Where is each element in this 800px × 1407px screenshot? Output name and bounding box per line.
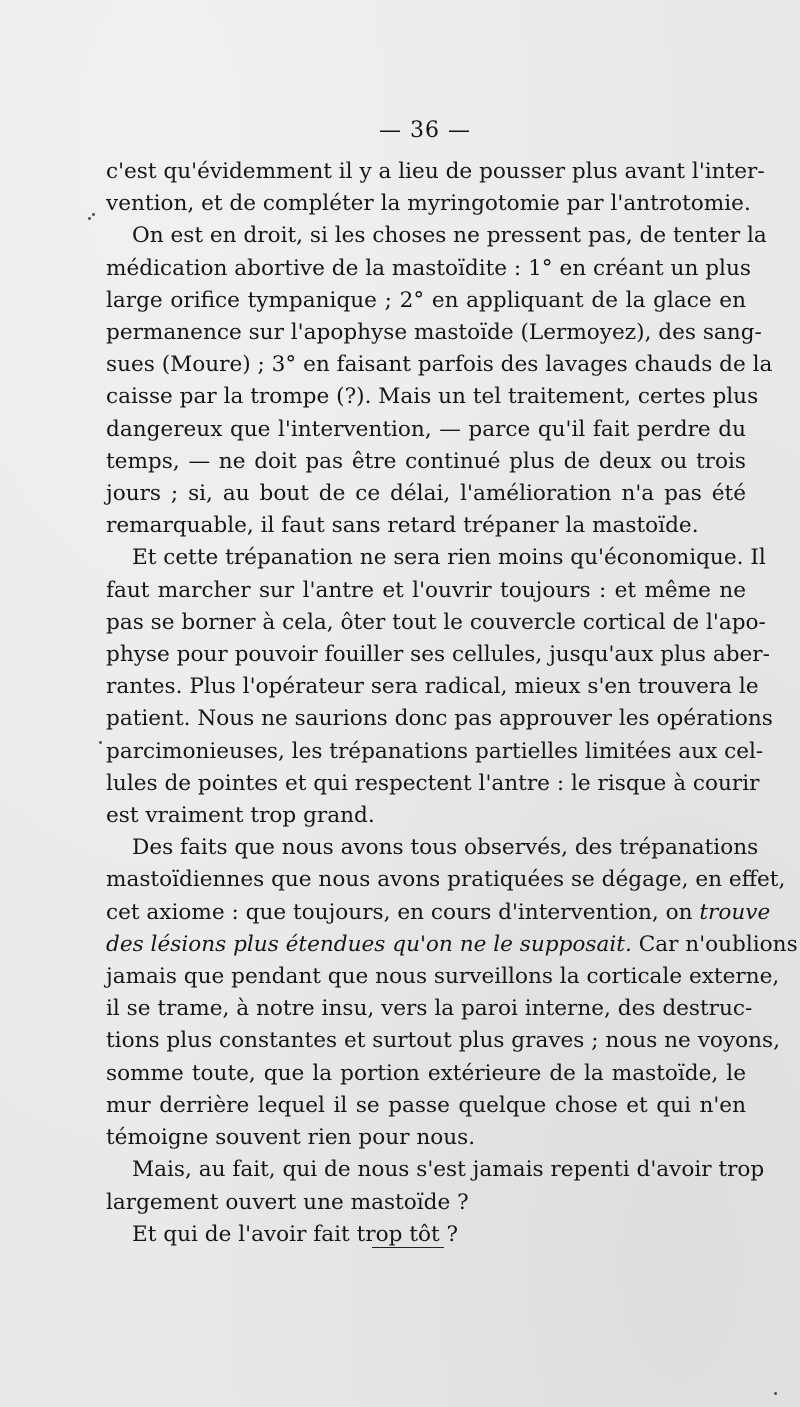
- text-line: tions plus constantes et surtout plus graves ; nous ne voyons,: [106, 1028, 780, 1054]
- text-line: parcimonieuses, les trépanations partielles limitées aux cel-: [106, 738, 764, 764]
- text-line: patient. Nous ne saurions donc pas approuver les opérations: [106, 706, 773, 732]
- text-line: jours ; si, au bout de ce délai, l'amélioration n'a pas été: [106, 481, 746, 507]
- text-line: Et qui de l'avoir fait trop tôt ?: [132, 1221, 459, 1247]
- paragraph-5: [106, 1154, 765, 1218]
- text-line: rantes. Plus l'opérateur sera radical, mieux s'en trouvera le: [106, 674, 759, 700]
- text-line: est vraiment trop grand.: [106, 803, 375, 829]
- text-line: témoigne souvent rien pour nous.: [106, 1125, 476, 1151]
- text-line-mixed: [106, 897, 771, 929]
- text-line: temps, — ne doit pas être continué plus de deux ou trois: [106, 448, 746, 474]
- text-line: Des faits que nous avons tous observés, des trépanations: [132, 835, 759, 861]
- text-line: médication abortive de la mastoïdite : 1° en créant un plus: [106, 255, 751, 281]
- body-text: [106, 156, 798, 1251]
- text-line: large orifice tympanique ; 2° en appliquant de la glace en: [106, 287, 746, 313]
- text-line: faut marcher sur l'antre et l'ouvrir toujours : et même ne: [106, 577, 746, 603]
- text-line: caisse par la trompe (?). Mais un tel traitement, certes plus: [106, 384, 759, 410]
- text-line: pas se borner à cela, ôter tout le couvercle cortical de l'apo-: [106, 609, 766, 635]
- text-line: lules de pointes et qui respectent l'antre : le risque à courir: [106, 770, 760, 796]
- text-line: somme toute, que la portion extérieure de la mastoïde, le: [106, 1060, 746, 1086]
- page-number: — 36 —: [379, 118, 471, 143]
- text-line: dangereux que l'intervention, — parce qu'il fait perdre du: [106, 416, 746, 442]
- italic-segment: trouve: [699, 899, 771, 925]
- print-speck: [99, 741, 102, 744]
- text-line: sues (Moure) ; 3° en faisant parfois des lavages chauds de la: [106, 352, 773, 378]
- text-line: c'est qu'évidemment il y a lieu de pousser plus avant l'inter-: [106, 159, 765, 184]
- print-speck: [774, 1392, 777, 1395]
- text-segment: cet axiome : que toujours, en cours d'intervention, on: [106, 899, 700, 925]
- text-line: largement ouvert une mastoïde ?: [106, 1189, 469, 1215]
- text-line-mixed: [106, 929, 798, 961]
- print-speck: [92, 213, 95, 216]
- paragraph-4: [106, 832, 798, 1154]
- print-speck: [88, 217, 91, 220]
- text-line: permanence sur l'apophyse mastoïde (Lermoyez), des sang-: [106, 320, 762, 346]
- text-line: Mais, au fait, qui de nous s'est jamais repenti d'avoir trop: [132, 1157, 765, 1183]
- text-line: remarquable, il faut sans retard trépaner la mastoïde.: [106, 513, 699, 539]
- text-line: physe pour pouvoir fouiller ses cellules, jusqu'aux plus aber-: [106, 642, 770, 668]
- text-segment: Car n'oublions: [631, 931, 798, 957]
- paragraph-1: [106, 156, 765, 220]
- text-line: On est en droit, si les choses ne pressent pas, de tenter la: [132, 223, 767, 249]
- text-line: mastoïdiennes que nous avons pratiquées se dégage, en effet,: [106, 867, 786, 893]
- paragraph-3: [106, 542, 773, 832]
- italic-segment: des lésions plus étendues qu'on ne le supposait.: [106, 931, 632, 957]
- text-line: il se trame, à notre insu, vers la paroi interne, des destruc-: [106, 996, 753, 1022]
- end-rule: [372, 1247, 444, 1248]
- text-line: vention, et de compléter la myringotomie par l'antrotomie.: [106, 191, 751, 217]
- paragraph-2: [106, 220, 773, 542]
- text-line: mur derrière lequel il se passe quelque chose et qui n'en: [106, 1092, 746, 1118]
- text-line: Et cette trépanation ne sera rien moins qu'économique. Il: [132, 545, 766, 571]
- text-line: jamais que pendant que nous surveillons la corticale externe,: [106, 964, 780, 990]
